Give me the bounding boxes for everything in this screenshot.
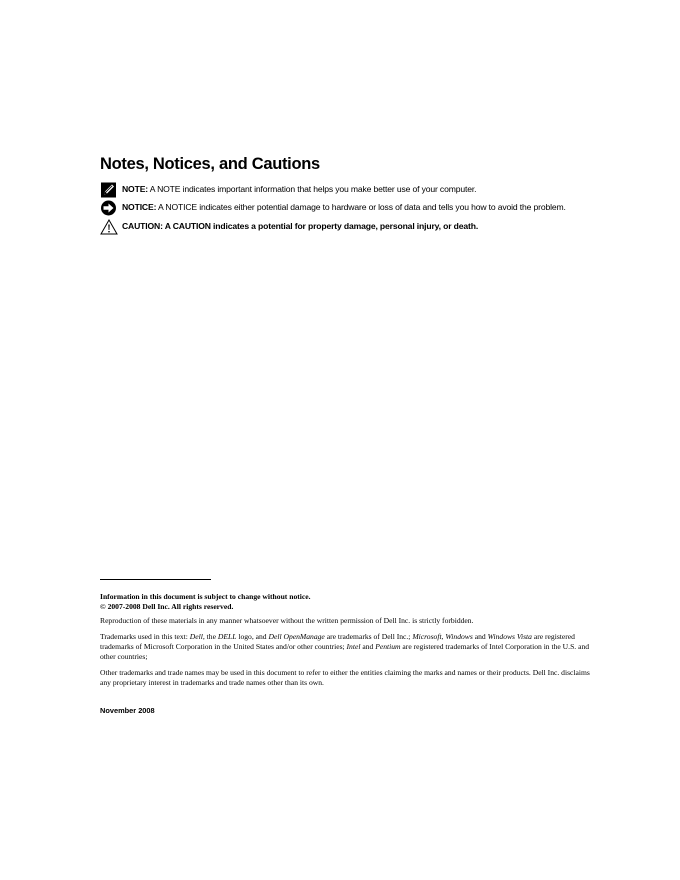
notice-alert xyxy=(100,200,640,216)
warning-triangle-icon xyxy=(100,219,118,235)
page-title: Notes, Notices, and Cautions xyxy=(100,155,320,173)
reproduction-notice: Reproduction of these materials in any manner whatsoever without the written permission of Dell Inc. is strictly forbidden. xyxy=(100,616,474,625)
note-label: NOTE: xyxy=(122,184,148,194)
other-trademarks-paragraph: Other trademarks and trade names may be used in this document to refer to either the entities claiming the marks and names or their products. Dell Inc. disclaims any proprietary interest in trademarks and trade names other than its own. xyxy=(100,668,590,687)
notice-label: NOTICE: xyxy=(122,202,157,212)
pencil-icon xyxy=(100,182,118,198)
footnote-divider xyxy=(100,579,211,580)
note-text: A NOTE indicates important information that helps you make better use of your computer. xyxy=(147,184,477,194)
caution-alert xyxy=(100,219,640,235)
caution-label: CAUTION: xyxy=(122,221,163,231)
caution-text: A CAUTION indicates a potential for property damage, personal injury, or death. xyxy=(162,221,479,231)
trademarks-paragraph: Trademarks used in this text: Dell, the DELL logo, and Dell OpenManage are trademarks of Dell Inc.; Microsoft, Windows and Windows Vista are registered trademarks of Microsoft Corporation in the United States and/or other countries; Intel and Pentium are registered trademarks of Intel Corporation in the U.S. and other countries; xyxy=(100,632,590,661)
publication-date: November 2008 xyxy=(100,706,155,715)
change-notice: Information in this document is subject to change without notice. xyxy=(100,592,311,601)
copyright-notice: © 2007-2008 Dell Inc. All rights reserved. xyxy=(100,602,234,611)
notice-text: A NOTICE indicates either potential damage to hardware or loss of data and tells you how to avoid the problem. xyxy=(156,202,566,212)
note-alert xyxy=(100,182,640,198)
arrow-circle-icon xyxy=(100,200,118,216)
